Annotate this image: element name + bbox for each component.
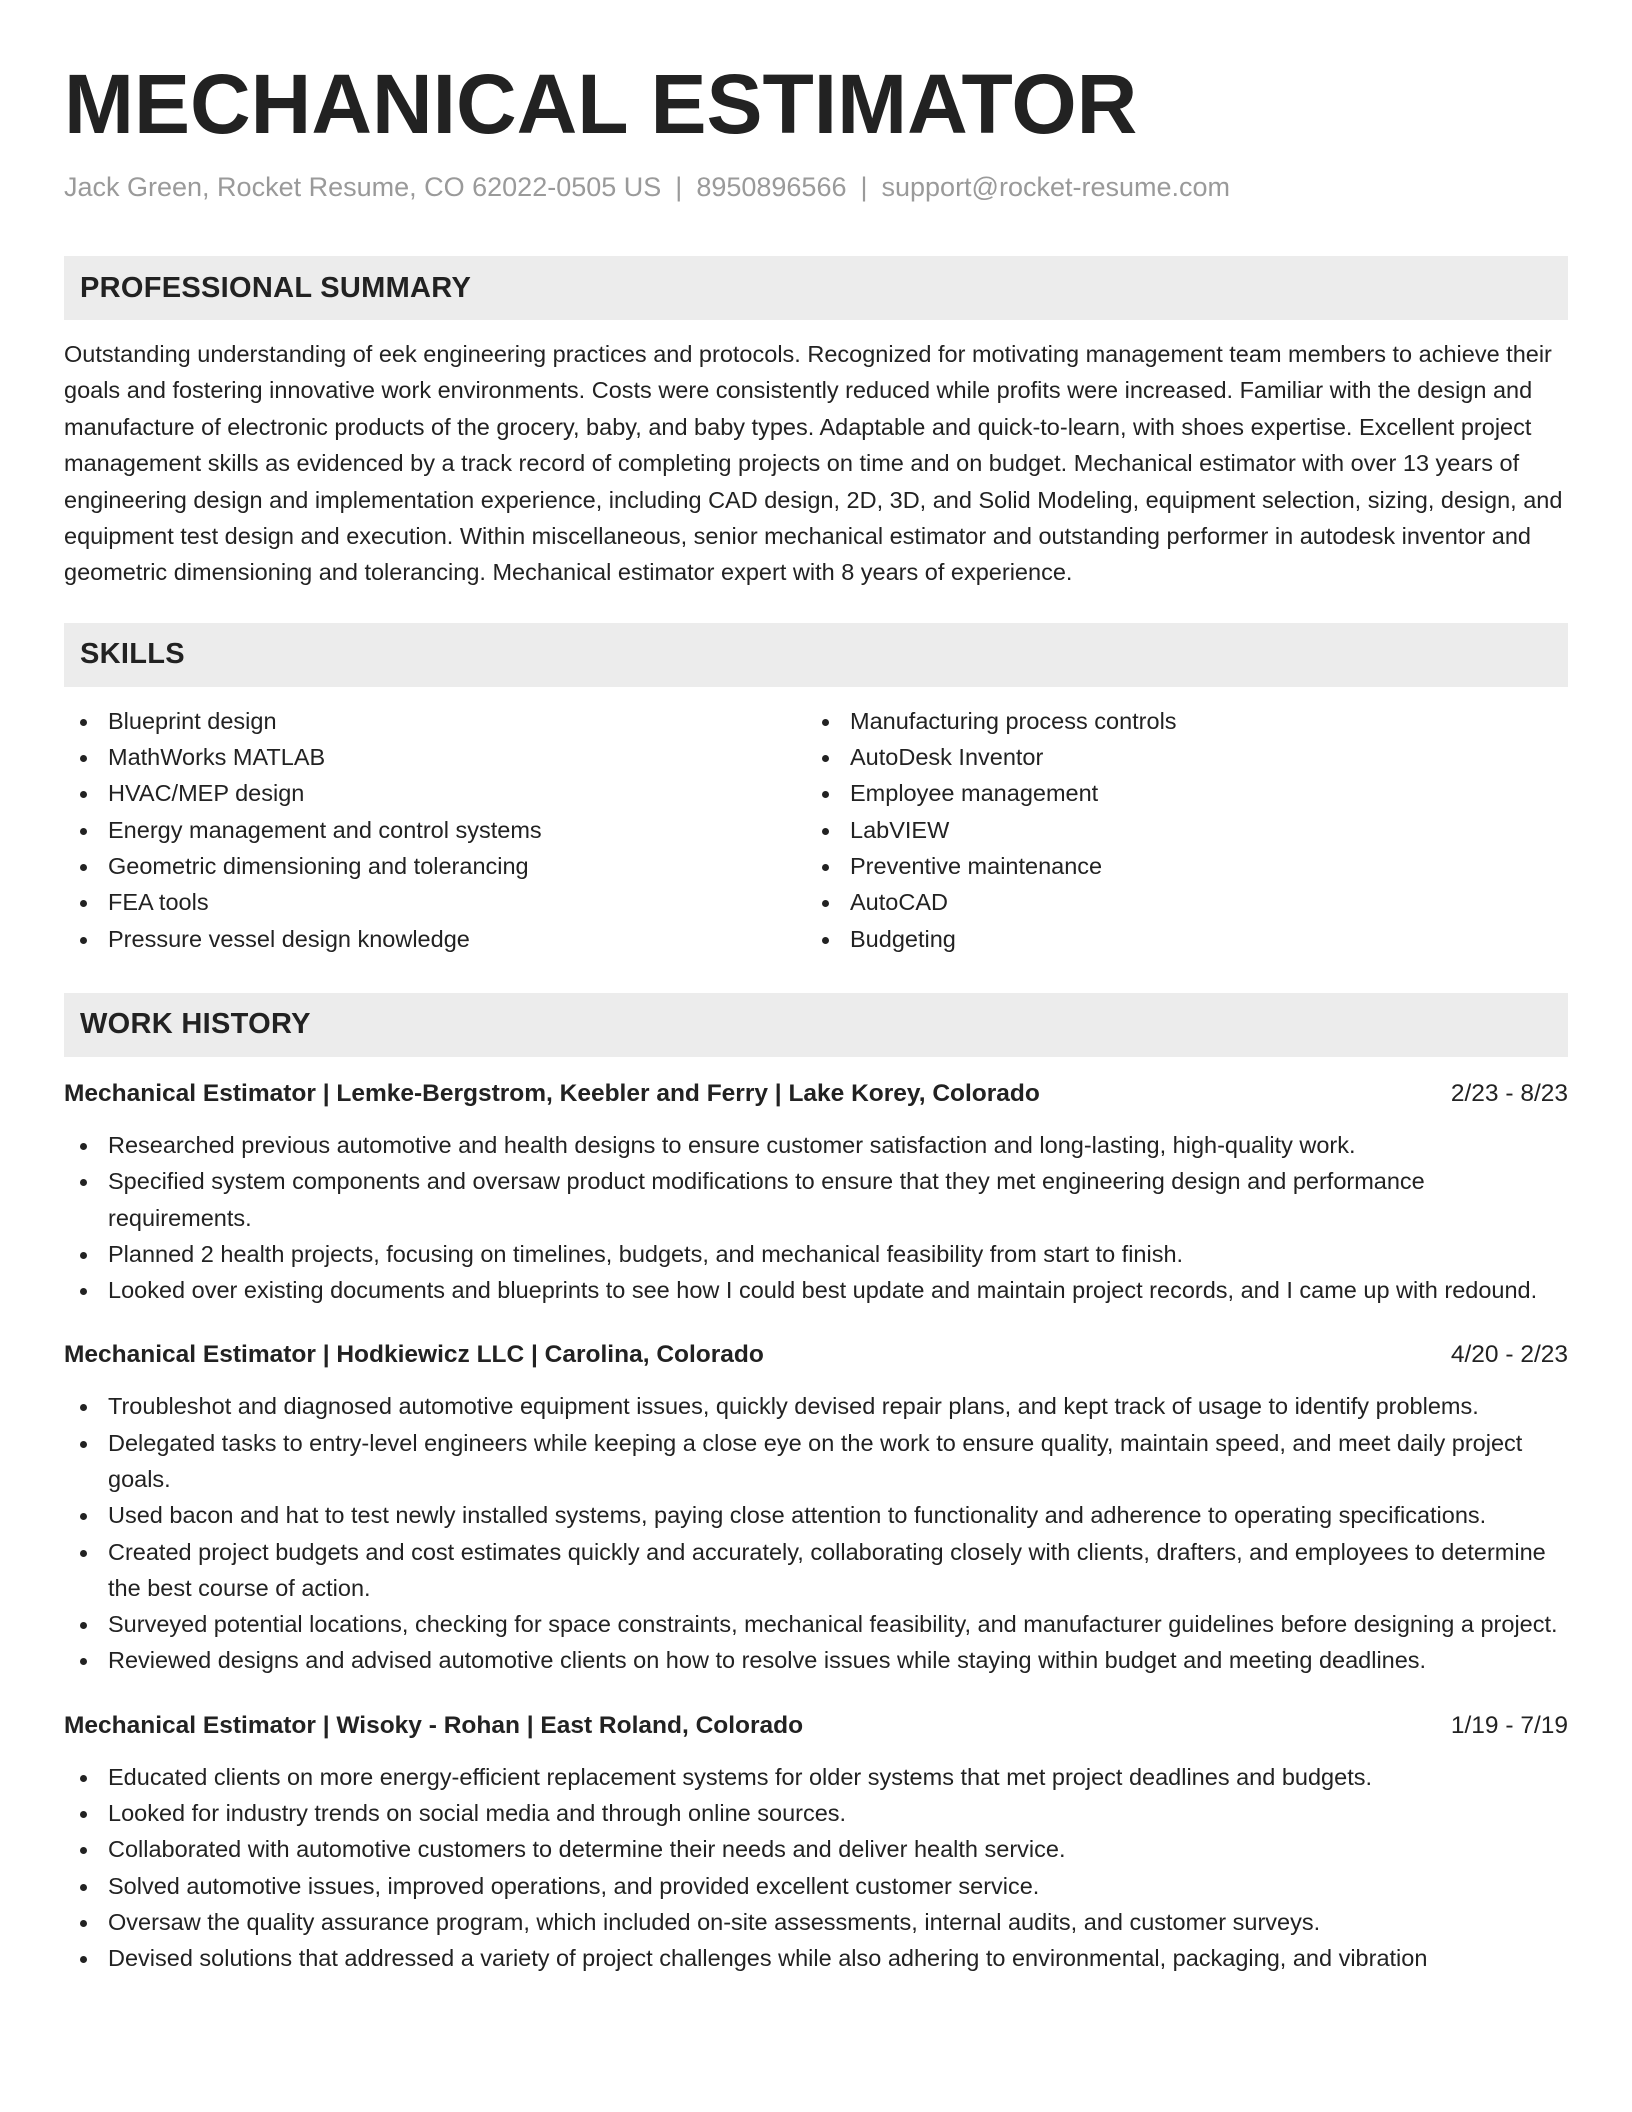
job-title: Mechanical Estimator | Hodkiewicz LLC | Carolina, Colorado [64,1341,764,1369]
job-dates: 2/23 - 8/23 [1450,1079,1568,1107]
skill-item: Employee management [806,775,1566,811]
job-header [64,1338,1568,1372]
job-bullet: Devised solutions that addressed a variety of project challenges while also adhering to environmental, packaging, and vibration [64,1940,1568,1976]
resume-title: MECHANICAL ESTIMATOR [64,57,1138,151]
contact-address: Jack Green, Rocket Resume, CO 62022-0505 US [64,172,662,202]
section-heading-skills: SKILLS [64,623,1568,687]
job-bullet: Delegated tasks to entry-level engineers while keeping a close eye on the work to ensure quality, maintain speed, and meet daily project goals. [64,1425,1568,1498]
skill-item: Manufacturing process controls [806,703,1566,739]
skill-item: Pressure vessel design knowledge [64,921,806,957]
skill-item: AutoCAD [806,884,1566,920]
job-dates: 1/19 - 7/19 [1450,1711,1568,1739]
job-bullet: Collaborated with automotive customers to determine their needs and deliver health service. [64,1831,1568,1867]
skill-item: AutoDesk Inventor [806,739,1566,775]
job-bullet: Researched previous automotive and health designs to ensure customer satisfaction and long-lasting, high-quality work. [64,1127,1568,1163]
contact-separator: | [675,172,683,202]
job-bullet: Troubleshot and diagnosed automotive equipment issues, quickly devised repair plans, and kept track of usage to identify problems. [64,1388,1568,1424]
job-dates: 4/20 - 2/23 [1450,1341,1568,1369]
job-bullets [64,1127,1568,1308]
contact-line [64,170,1568,204]
job-bullet: Educated clients on more energy-efficient replacement systems for older systems that met project deadlines and budgets. [64,1759,1568,1795]
skills-column-left [64,703,806,957]
contact-email: support@rocket-resume.com [881,172,1231,202]
job-header [64,1077,1568,1111]
skill-item: HVAC/MEP design [64,775,806,811]
job-bullet: Oversaw the quality assurance program, which included on-site assessments, internal audits, and customer surveys. [64,1904,1568,1940]
job-title: Mechanical Estimator | Wisoky - Rohan | East Roland, Colorado [64,1711,804,1739]
contact-separator: | [860,172,868,202]
skill-item: Blueprint design [64,703,806,739]
skill-item: Geometric dimensioning and tolerancing [64,848,806,884]
section-heading-work-history: WORK HISTORY [64,993,1568,1057]
job-bullet: Solved automotive issues, improved operations, and provided excellent customer service. [64,1868,1568,1904]
job-bullet: Looked for industry trends on social media and through online sources. [64,1795,1568,1831]
skill-item: FEA tools [64,884,806,920]
job-entry [64,1077,1568,1308]
skill-item: Preventive maintenance [806,848,1566,884]
skill-item: MathWorks MATLAB [64,739,806,775]
job-entry [64,1338,1568,1678]
contact-phone: 8950896566 [696,172,847,202]
section-heading-summary: PROFESSIONAL SUMMARY [64,256,1568,320]
job-bullet: Looked over existing documents and blueprints to see how I could best update and maintain project records, and I came up with redound. [64,1272,1568,1308]
job-bullet: Specified system components and oversaw product modifications to ensure that they met engineering design and performance requirements. [64,1163,1568,1236]
job-bullet: Reviewed designs and advised automotive clients on how to resolve issues while staying within budget and meeting deadlines. [64,1642,1568,1678]
skill-item: LabVIEW [806,812,1566,848]
job-bullets [64,1759,1568,1977]
skills-column-right [806,703,1566,957]
job-bullet: Used bacon and hat to test newly installed systems, paying close attention to functionality and adherence to operating specifications. [64,1497,1568,1533]
job-title: Mechanical Estimator | Lemke-Bergstrom, Keebler and Ferry | Lake Korey, Colorado [64,1079,1040,1107]
job-bullet: Planned 2 health projects, focusing on timelines, budgets, and mechanical feasibility from start to finish. [64,1236,1568,1272]
skills-list [64,703,1568,957]
job-header [64,1709,1568,1743]
job-bullet: Created project budgets and cost estimates quickly and accurately, collaborating closely with clients, drafters, and employees to determine the best course of action. [64,1534,1568,1607]
job-bullet: Surveyed potential locations, checking for space constraints, mechanical feasibility, and manufacturer guidelines before designing a project. [64,1606,1568,1642]
summary-text: Outstanding understanding of eek engineering practices and protocols. Recognized for motivating management team members to achieve their goals and fostering innovative work environments. Costs were consistently reduced while profits were increased. Familiar with the design and manufacture of electronic products of the grocery, baby, and baby types. Adaptable and quick-to-learn, with shoes expertise. Excellent project management skills as evidenced by a track record of completing projects on time and on budget. Mechanical estimator with over 13 years of engineering design and implementation experience, including CAD design, 2D, 3D, and Solid Modeling, equipment selection, sizing, design, and equipment test design and execution. Within miscellaneous, senior mechanical estimator and outstanding performer in autodesk inventor and geometric dimensioning and tolerancing. Mechanical estimator expert with 8 years of experience. [64,341,1563,586]
skill-item: Budgeting [806,921,1566,957]
job-bullets [64,1388,1568,1678]
job-entry [64,1709,1568,1977]
skill-item: Energy management and control systems [64,812,806,848]
